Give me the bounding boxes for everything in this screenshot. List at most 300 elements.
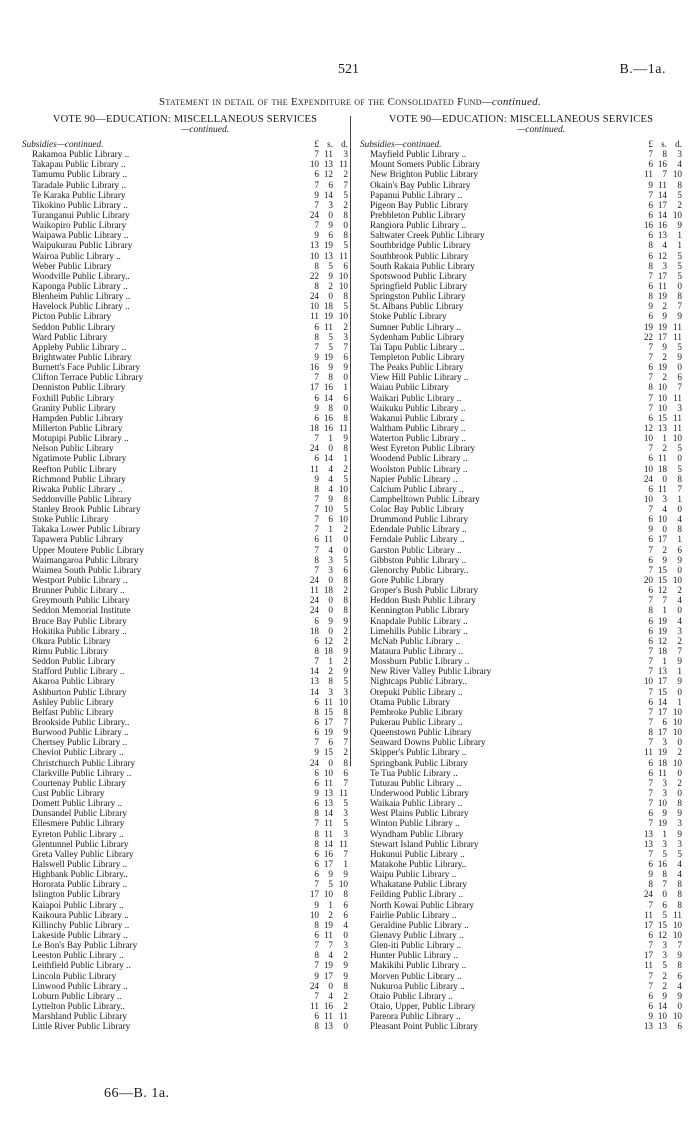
library-name: Killinchy Public Library .. <box>32 919 130 930</box>
amount-pounds: 10 <box>643 493 653 504</box>
amount-shillings: 8 <box>662 149 667 160</box>
amount-pence: 11 <box>339 250 348 261</box>
right-money-units <box>633 139 682 149</box>
amount-pounds: 6 <box>314 717 319 728</box>
amount-pounds: 8 <box>314 808 319 819</box>
library-name: Otama Public Library <box>370 696 451 707</box>
amount-shillings: 13 <box>657 1021 667 1032</box>
amount-pence: 8 <box>343 291 348 302</box>
amount-pence: 10 <box>338 311 348 322</box>
amount-shillings: 0 <box>328 625 333 636</box>
library-name: Millerton Public Library <box>32 422 123 433</box>
table-row <box>22 910 348 920</box>
leader-dots <box>563 524 633 534</box>
table-row <box>22 798 348 808</box>
amount-shillings: 8 <box>328 372 333 383</box>
amount-pounds: 7 <box>648 656 653 667</box>
amount-shillings: 4 <box>662 504 667 515</box>
leader-dots <box>563 778 633 788</box>
leader-dots <box>563 423 633 433</box>
leader-dots <box>229 697 299 707</box>
table-row <box>360 707 682 717</box>
amount-pence: 8 <box>343 575 348 586</box>
table-row <box>360 575 682 585</box>
amount-pence: 7 <box>343 341 348 352</box>
library-name: Pareora Public Library .. <box>370 1011 461 1022</box>
leader-dots <box>229 220 299 230</box>
amount-shillings: 2 <box>662 372 667 383</box>
library-name: New River Valley Public Library <box>370 666 492 677</box>
amount-shillings: 10 <box>657 392 667 403</box>
amount-shillings: 18 <box>323 301 333 312</box>
amount-pounds: 6 <box>648 767 653 778</box>
leader-dots <box>563 230 633 240</box>
leader-dots <box>563 859 633 869</box>
amount-pence: 3 <box>343 149 348 160</box>
amount-pounds: 9 <box>314 788 319 798</box>
table-row <box>360 200 682 210</box>
leader-dots <box>563 555 633 565</box>
table-row <box>22 210 348 220</box>
amount-pence: 7 <box>343 848 348 859</box>
library-name: Seddon Public Library <box>32 321 116 332</box>
table-row <box>22 991 348 1001</box>
amount-shillings: 10 <box>323 504 333 515</box>
amount-pounds: 11 <box>310 463 319 474</box>
amount-pence: 2 <box>343 635 348 646</box>
amount-shillings: 10 <box>657 514 667 525</box>
amount-shillings: 11 <box>324 929 333 940</box>
table-row <box>360 940 682 950</box>
library-name: Waipukurau Public Library <box>32 240 133 251</box>
table-row <box>22 717 348 727</box>
amount-pounds: 7 <box>648 443 653 454</box>
amount-shillings: 0 <box>328 757 333 768</box>
amount-pence: 0 <box>343 220 348 231</box>
amount-pence: 9 <box>677 220 682 231</box>
amount-pence: 9 <box>677 351 682 362</box>
amount-pence: 3 <box>677 838 682 849</box>
library-name: Little River Public Library <box>32 1021 131 1032</box>
table-row <box>22 707 348 717</box>
table-row <box>22 595 348 605</box>
table-row <box>360 636 682 646</box>
leader-dots <box>563 829 633 839</box>
library-name: Hokitika Public Library .. <box>32 625 127 636</box>
amount-pence: 10 <box>672 929 682 940</box>
library-name: Glenavy Public Library .. <box>370 929 464 940</box>
left-money-units <box>299 139 348 149</box>
amount-pence: 10 <box>672 757 682 768</box>
library-name: Feilding Public Library .. <box>370 889 464 900</box>
amount-shillings: 13 <box>323 798 333 809</box>
amount-pence: 3 <box>343 828 348 839</box>
library-name: Woodville Public Library.. <box>32 270 130 281</box>
amount-shillings: 7 <box>662 169 667 180</box>
amount-pence: 6 <box>343 564 348 575</box>
amount-pounds: 7 <box>648 777 653 788</box>
library-name: Matakohe Public Library.. <box>370 858 467 869</box>
leader-dots <box>563 180 633 190</box>
leader-dots <box>229 636 299 646</box>
table-row <box>360 342 682 352</box>
amount-shillings: 6 <box>662 899 667 910</box>
table-row <box>22 829 348 839</box>
amount-pence: 0 <box>677 504 682 515</box>
leader-dots <box>563 687 633 697</box>
table-row <box>360 646 682 656</box>
amount-shillings: 15 <box>657 564 667 575</box>
leader-dots <box>563 900 633 910</box>
amount-shillings: 0 <box>328 291 333 302</box>
library-name: Glen-iti Public Library .. <box>370 940 462 951</box>
table-row <box>360 423 682 433</box>
library-name: Kaikoura Public Library .. <box>32 909 129 920</box>
leader-dots <box>229 545 299 555</box>
amount-pounds: 9 <box>648 301 653 312</box>
leader-dots <box>563 159 633 169</box>
table-row <box>360 362 682 372</box>
table-row <box>22 190 348 200</box>
amount-shillings: 3 <box>662 777 667 788</box>
amount-pounds: 6 <box>648 858 653 869</box>
amount-pence: 4 <box>677 869 682 880</box>
library-name: Tapawera Public Library <box>32 534 124 545</box>
table-row <box>360 849 682 859</box>
leader-dots <box>229 433 299 443</box>
amount-shillings: 5 <box>328 260 333 271</box>
library-name: Whakatane Public Library <box>370 879 467 890</box>
leader-dots <box>229 291 299 301</box>
library-name: Brookside Public Library.. <box>32 717 130 728</box>
table-row <box>22 464 348 474</box>
table-row <box>22 504 348 514</box>
amount-pence: 2 <box>677 199 682 210</box>
leader-dots <box>563 595 633 605</box>
library-name: Pleasant Point Public Library <box>370 1021 478 1032</box>
amount-pence: 10 <box>672 433 682 444</box>
table-row <box>360 555 682 565</box>
amount-pence: 9 <box>677 950 682 961</box>
amount-pence: 11 <box>673 412 682 423</box>
amount-pounds: 6 <box>648 696 653 707</box>
amount-shillings: 11 <box>324 828 333 839</box>
table-row <box>360 676 682 686</box>
amount-shillings: 4 <box>662 240 667 251</box>
leader-dots <box>229 464 299 474</box>
amount-pounds: 6 <box>648 929 653 940</box>
leader-dots <box>563 484 633 494</box>
table-row <box>360 687 682 697</box>
library-name: West Plains Public Library <box>370 808 469 819</box>
amount-pounds: 7 <box>314 524 319 535</box>
amount-pence: 5 <box>677 189 682 200</box>
leader-dots <box>229 393 299 403</box>
table-row <box>360 727 682 737</box>
amount-shillings: 15 <box>323 706 333 717</box>
amount-pounds: 7 <box>648 341 653 352</box>
amount-shillings: 4 <box>328 473 333 484</box>
amount-pounds: 8 <box>648 291 653 302</box>
amount-shillings: 0 <box>662 473 667 484</box>
amount-pounds: 7 <box>648 392 653 403</box>
leader-dots <box>229 149 299 159</box>
library-name: McNab Public Library .. <box>370 635 461 646</box>
library-name: Te Tua Public Library .. <box>370 767 458 778</box>
leader-dots <box>563 352 633 362</box>
table-row <box>360 788 682 798</box>
library-name: Otaio, Upper, Public Library <box>370 1000 476 1011</box>
amount-shillings: 15 <box>657 919 667 930</box>
library-name: Papanui Public Library .. <box>370 189 463 200</box>
amount-pounds: 6 <box>648 453 653 464</box>
table-row <box>360 879 682 889</box>
leader-dots <box>229 666 299 676</box>
amount-pence: 5 <box>343 473 348 484</box>
amount-shillings: 4 <box>328 483 333 494</box>
table-row <box>360 180 682 190</box>
shillings-unit: s. <box>661 138 667 149</box>
amount-pence: 6 <box>343 899 348 910</box>
amount-pence: 8 <box>343 757 348 768</box>
table-row <box>360 656 682 666</box>
right-vote-heading: VOTE 90—EDUCATION: MISCELLANEOUS SERVICES <box>388 114 654 125</box>
amount-shillings: 5 <box>328 331 333 342</box>
library-name: Domett Public Library .. <box>32 798 123 809</box>
leader-dots <box>563 737 633 747</box>
amount-pence: 4 <box>677 980 682 991</box>
amount-shillings: 6 <box>328 514 333 525</box>
amount-pounds: 6 <box>648 808 653 819</box>
amount-pounds: 6 <box>314 1011 319 1022</box>
leader-dots <box>229 788 299 798</box>
amount-shillings: 0 <box>328 980 333 991</box>
amount-pence: 6 <box>343 260 348 271</box>
amount-shillings: 9 <box>328 362 333 373</box>
table-row <box>360 697 682 707</box>
amount-pence: 0 <box>343 1021 348 1032</box>
leader-dots <box>563 342 633 352</box>
table-row <box>22 900 348 910</box>
amount-pounds: 13 <box>643 838 653 849</box>
amount-shillings: 2 <box>662 970 667 981</box>
library-name: Wyndham Public Library <box>370 828 464 839</box>
amount-pence: 4 <box>677 858 682 869</box>
table-row <box>360 494 682 504</box>
amount-pence: 4 <box>677 615 682 626</box>
leader-dots <box>563 453 633 463</box>
library-name: Blenheim Public Library .. <box>32 291 131 302</box>
table-row <box>360 778 682 788</box>
amount-pence: 11 <box>339 422 348 433</box>
amount-pence: 1 <box>677 493 682 504</box>
table-row <box>360 261 682 271</box>
amount-pounds: 9 <box>314 970 319 981</box>
amount-pence: 10 <box>338 514 348 525</box>
table-row <box>22 666 348 676</box>
pounds-unit: £ <box>648 138 653 149</box>
library-name: Belfast Public Library <box>32 706 114 717</box>
amount-pence: 2 <box>677 635 682 646</box>
amount-shillings: 19 <box>323 311 333 322</box>
amount-pence: 8 <box>677 960 682 971</box>
amount-pounds: 6 <box>314 169 319 180</box>
library-name: Mount Somers Public Library <box>370 159 480 170</box>
leader-dots <box>563 464 633 474</box>
right-column <box>360 114 682 1031</box>
amount-pence: 8 <box>677 473 682 484</box>
amount-pence: 6 <box>677 372 682 383</box>
amount-shillings: 2 <box>328 909 333 920</box>
table-row <box>22 656 348 666</box>
leader-dots <box>563 200 633 210</box>
amount-shillings: 4 <box>328 950 333 961</box>
amount-shillings: 12 <box>323 169 333 180</box>
library-name: Underwood Public Library <box>370 788 469 798</box>
amount-pounds: 8 <box>314 838 319 849</box>
table-row <box>22 808 348 818</box>
amount-pounds: 9 <box>314 351 319 362</box>
library-name: Nukuroa Public Library .. <box>370 980 465 991</box>
amount-shillings: 0 <box>328 605 333 616</box>
leader-dots <box>563 818 633 828</box>
table-row <box>22 271 348 281</box>
amount-shillings: 11 <box>658 483 667 494</box>
table-row <box>22 737 348 747</box>
amount-pence: 4 <box>677 159 682 170</box>
amount-shillings: 2 <box>328 666 333 677</box>
amount-pounds: 7 <box>314 433 319 444</box>
statement-title-text: Statement in detail of the Expenditure of the Consolidated Fund <box>158 96 482 108</box>
amount-pounds: 7 <box>648 940 653 951</box>
table-row <box>22 636 348 646</box>
amount-pence: 11 <box>339 159 348 170</box>
amount-shillings: 16 <box>323 848 333 859</box>
leader-dots <box>563 879 633 889</box>
leader-dots <box>229 362 299 372</box>
amount-shillings: 11 <box>324 321 333 332</box>
leader-dots <box>563 311 633 321</box>
amount-shillings: 12 <box>323 635 333 646</box>
amount-pence: 6 <box>677 544 682 555</box>
amount-pence: 8 <box>343 412 348 423</box>
table-row <box>22 616 348 626</box>
amount-shillings: 6 <box>662 717 667 728</box>
amount-pounds: 6 <box>648 199 653 210</box>
library-name: Tai Tapu Public Library .. <box>370 341 465 352</box>
library-name: Lakeside Public Library .. <box>32 929 128 940</box>
amount-shillings: 8 <box>662 869 667 880</box>
table-row <box>360 190 682 200</box>
table-row <box>22 484 348 494</box>
amount-shillings: 14 <box>323 189 333 200</box>
table-row <box>360 271 682 281</box>
amount-pence: 9 <box>343 615 348 626</box>
amount-pounds: 7 <box>648 372 653 383</box>
amount-pounds: 24 <box>309 443 319 454</box>
amount-shillings: 2 <box>662 980 667 991</box>
leader-dots <box>563 474 633 484</box>
amount-pence: 4 <box>677 514 682 525</box>
library-name: Waipu Public Library .. <box>370 869 457 880</box>
amount-pounds: 7 <box>648 646 653 657</box>
library-name: Garston Public Library .. <box>370 544 462 555</box>
library-name: Chertsey Public Library .. <box>32 737 128 748</box>
leader-dots <box>563 981 633 991</box>
left-library-list <box>22 149 348 1031</box>
amount-pounds: 6 <box>314 635 319 646</box>
table-row <box>360 169 682 179</box>
amount-pence: 10 <box>672 706 682 717</box>
amount-shillings: 0 <box>328 209 333 220</box>
table-row <box>360 626 682 636</box>
leader-dots <box>563 393 633 403</box>
table-row <box>360 666 682 676</box>
library-name: Akaroa Public Library <box>32 676 115 687</box>
leader-dots <box>563 747 633 757</box>
amount-pence: 2 <box>343 585 348 596</box>
amount-pence: 6 <box>343 767 348 778</box>
table-row <box>22 950 348 960</box>
amount-pence: 9 <box>343 960 348 971</box>
library-name: Weber Public Library <box>32 260 112 271</box>
library-name: Ashburton Public Library <box>32 686 127 697</box>
library-name: Clifton Terrace Public Library <box>32 372 144 383</box>
library-name: Eyreton Public Library .. <box>32 828 124 839</box>
amount-pence: 9 <box>677 311 682 322</box>
leader-dots <box>563 514 633 524</box>
table-row <box>22 960 348 970</box>
table-row <box>360 747 682 757</box>
amount-pounds: 7 <box>314 372 319 383</box>
amount-pence: 7 <box>343 717 348 728</box>
amount-shillings: 11 <box>324 777 333 788</box>
amount-pence: 8 <box>343 980 348 991</box>
leader-dots <box>563 494 633 504</box>
library-name: Ashley Public Library <box>32 696 114 707</box>
leader-dots <box>229 382 299 392</box>
amount-pounds: 17 <box>643 919 653 930</box>
amount-pence: 2 <box>343 990 348 1001</box>
table-row <box>22 393 348 403</box>
amount-pence: 2 <box>343 950 348 961</box>
library-name: Richmond Public Library <box>32 473 126 484</box>
amount-shillings: 17 <box>323 717 333 728</box>
library-name: Te Karaka Public Library <box>32 189 126 200</box>
library-name: Stoke Public Library <box>32 514 109 525</box>
column-divider <box>350 116 351 766</box>
amount-pounds: 10 <box>643 463 653 474</box>
amount-pounds: 9 <box>314 473 319 484</box>
library-name: Gibbston Public Library .. <box>370 554 467 565</box>
table-row <box>360 322 682 332</box>
amount-pounds: 10 <box>309 159 319 170</box>
leader-dots <box>229 849 299 859</box>
leader-dots <box>563 169 633 179</box>
library-name: Calcium Public Library .. <box>370 483 464 494</box>
library-name: Tuturau Public Library .. <box>370 777 462 788</box>
amount-pence: 1 <box>677 534 682 545</box>
amount-pence: 8 <box>343 230 348 241</box>
amount-shillings: 14 <box>657 1000 667 1011</box>
amount-shillings: 15 <box>657 575 667 586</box>
amount-shillings: 16 <box>323 382 333 393</box>
leader-dots <box>229 494 299 504</box>
parliamentary-reference: B.—1a. <box>619 62 666 77</box>
amount-shillings: 10 <box>323 889 333 900</box>
amount-pounds: 6 <box>648 483 653 494</box>
amount-pence: 5 <box>677 848 682 859</box>
